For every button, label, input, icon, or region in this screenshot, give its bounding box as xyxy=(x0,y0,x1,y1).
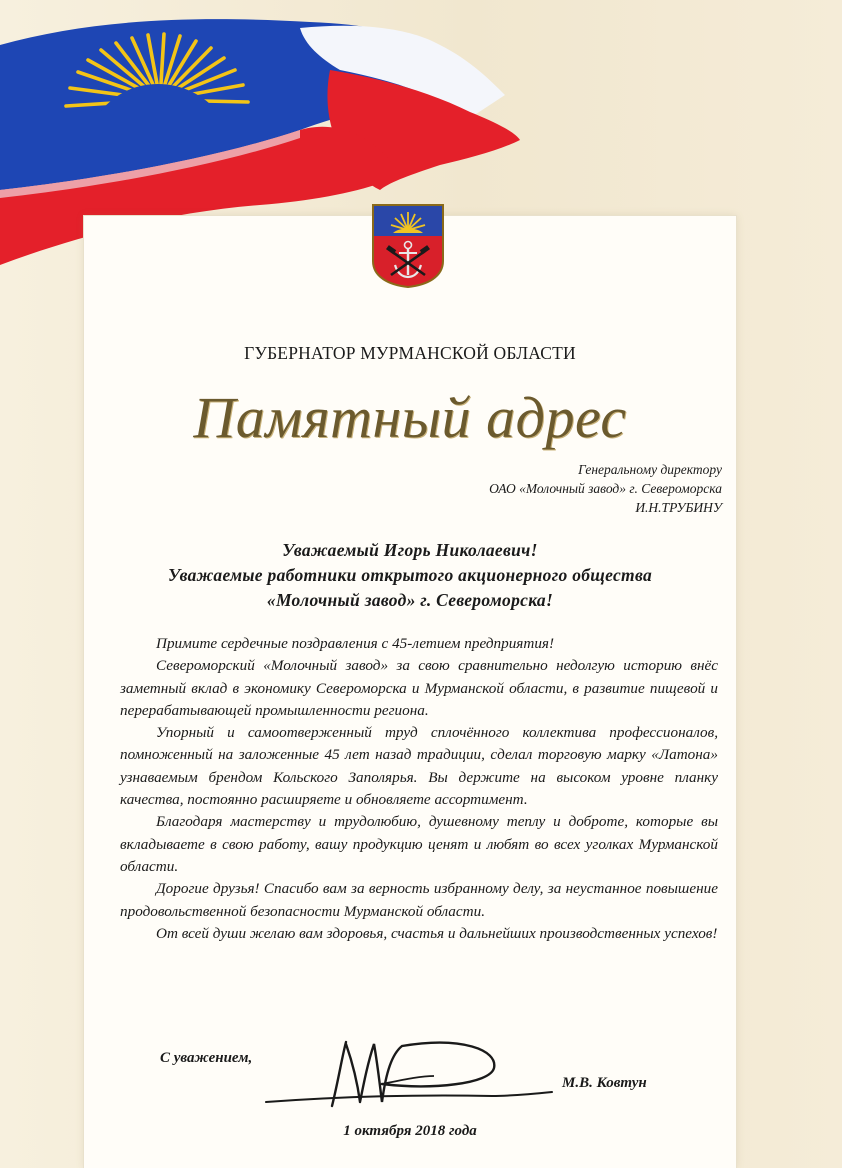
greeting-block xyxy=(100,538,720,613)
addressee-company: ОАО «Молочный завод» г. Североморска xyxy=(489,481,722,496)
addressee-name: И.Н.ТРУБИНУ xyxy=(635,500,722,515)
signer-name: М.В. Ковтун xyxy=(562,1075,647,1091)
greeting-line-2: Уважаемые работники открытого акционерного общества xyxy=(167,565,653,585)
body-paragraph: От всей души желаю вам здоровья, счастья и дальнейших производственных успехов! xyxy=(156,924,718,942)
body-paragraph: Дорогие друзья! Спасибо вам за верность избранному делу, за неустанное повышение продовольственной безопасности Мурманской области. xyxy=(120,880,718,920)
body-paragraph: Благодаря мастерству и трудолюбию, душевному теплу и доброте, которые вы вкладываете в свою работу, вашу продукцию ценят и любят во всех уголках Мурманской области. xyxy=(120,813,718,875)
greeting-line-1: Уважаемый Игорь Николаевич! xyxy=(282,540,538,560)
scan-edge xyxy=(842,0,850,1168)
signature-icon xyxy=(262,1032,562,1116)
body-paragraph: Примите сердечные поздравления с 45-летием предприятия! xyxy=(156,635,555,652)
date-line: 1 октября 2018 года xyxy=(343,1123,477,1139)
governor-heading: ГУБЕРНАТОР МУРМАНСКОЙ ОБЛАСТИ xyxy=(244,343,576,363)
certificate-title: Памятный адрес xyxy=(193,385,627,450)
body-paragraph: Упорный и самоотверженный труд сплочённого коллектива профессионалов, помноженный на заложенные 45 лет назад традиции, сделал торговую марку «Латона» узнаваемым брендом Кольского Заполярья. Вы держите на высоком уровне планку качества, постоянно расширяете и обновляете ассортимент. xyxy=(120,724,718,809)
greeting-line-3: «Молочный завод» г. Североморска! xyxy=(266,590,554,610)
addressee-position: Генеральному директору xyxy=(578,462,722,477)
addressee-block xyxy=(302,460,722,517)
body-paragraph: Североморский «Молочный завод» за свою сравнительно недолгую историю внёс заметный вклад в экономику Североморска и Мурманской области, в развитие пищевой и перерабатывающей промышленности региона. xyxy=(120,657,718,719)
letter-body xyxy=(120,633,718,945)
signoff: С уважением, xyxy=(160,1050,253,1066)
coat-of-arms-icon xyxy=(371,203,445,289)
